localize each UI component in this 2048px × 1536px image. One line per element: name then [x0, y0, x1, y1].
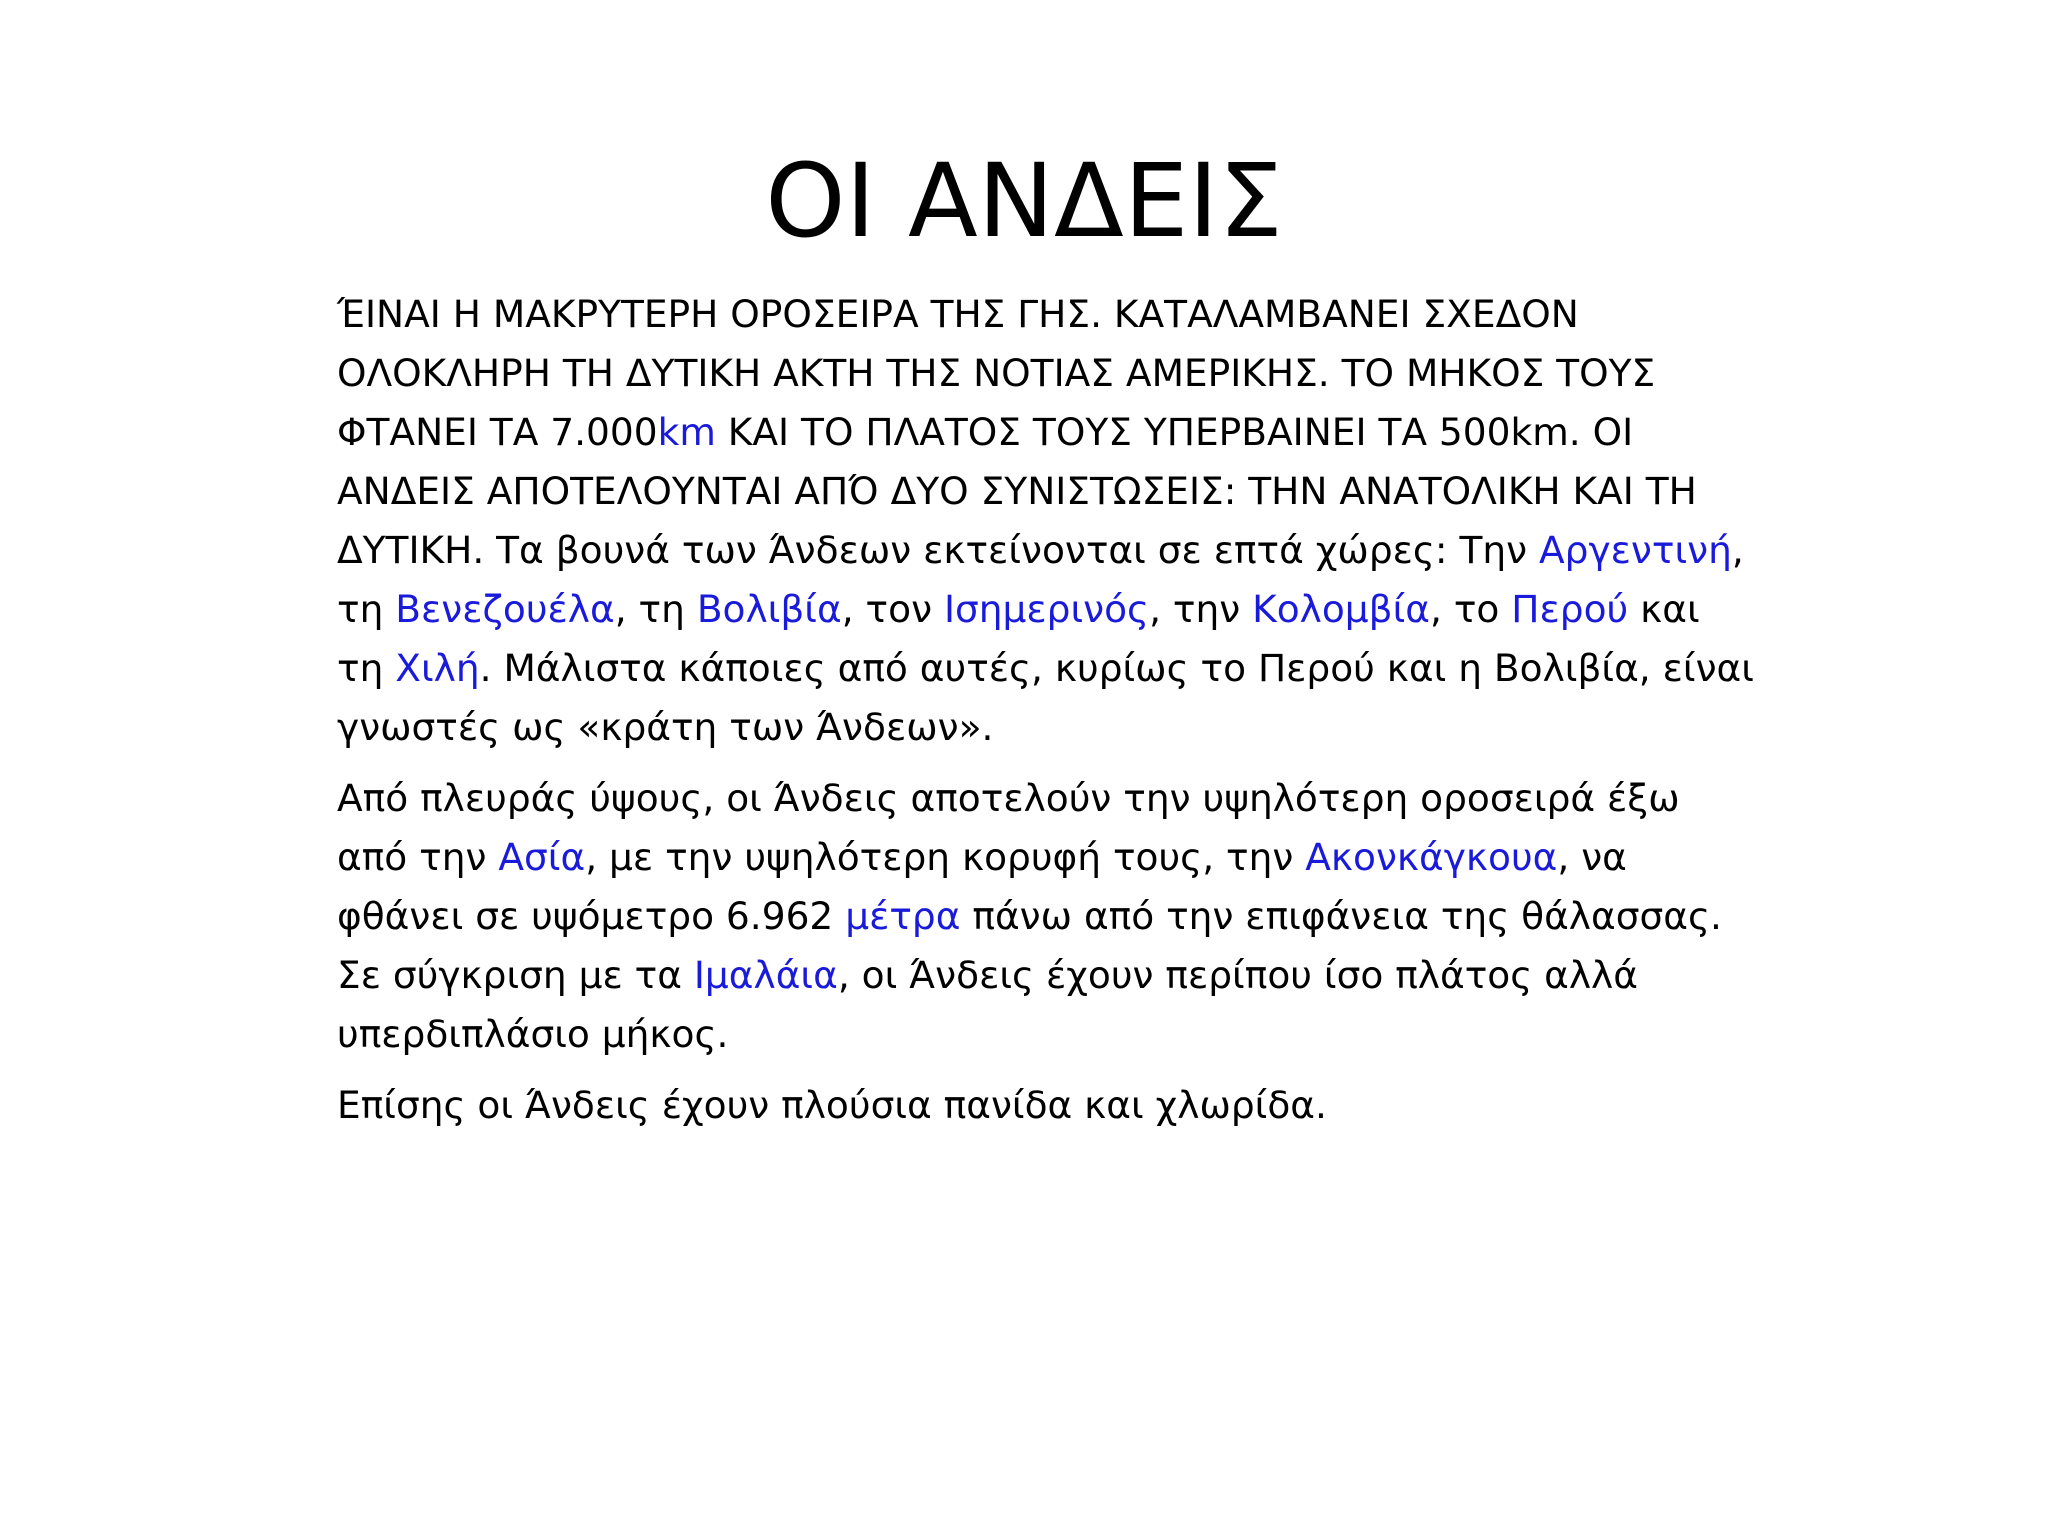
text-run: ΈΙΝΑΙ Η ΜΑΚΡΥΤΕΡΗ ΟΡΟΣΕΙΡΑ ΤΗΣ ΓΗΣ. ΚΑΤΑΛΑΜΒΑΝΕΙ ΣΧΕΔΟΝ ΟΛΟΚΛΗΡΗ ΤΗ ΔΥΤΙΚΗ ΑΚΤΗ ΤΗΣ ΝΟΤΙΑΣ ΑΜΕΡΙΚΗΣ. ΤΟ ΜΗΚΟΣ ΤΟΥΣ ΦΤΑΝΕΙ ΤΑ 7.000	[337, 292, 1656, 454]
link-venezuela[interactable]: Βενεζουέλα	[395, 587, 615, 631]
link-km[interactable]: km	[657, 410, 716, 454]
text-run: ΚΑΙ ΤΟ ΠΛΑΤΟΣ ΤΟΥΣ ΥΠΕΡΒΑΙΝΕΙ ΤΑ 500km. ΟΙ ΑΝΔΕΙΣ ΑΠΟΤΕΛΟΥΝΤΑΙ ΑΠΌ ΔΥΟ ΣΥΝΙΣΤΩΣΕΙΣ: ΤΗΝ ΑΝΑΤΟΛΙΚΗ ΚΑΙ ΤΗ ΔΥΤΙΚΗ. Τα βουνά των Άνδεων εκτείνονται σε επτά χώρες: Την	[337, 410, 1697, 572]
paragraph-fauna-flora	[337, 1076, 1757, 1135]
text-run: , με την υψηλότερη κορυφή τους, την	[585, 835, 1306, 879]
paragraph-overview	[337, 285, 1757, 757]
text-run: , οι Άνδεις έχουν περίπου ίσο πλάτος αλλά υπερδιπλάσιο μήκος.	[337, 953, 1638, 1056]
text-run: , τη	[337, 528, 1744, 631]
text-run: . Μάλιστα κάποιες από αυτές, κυρίως το Περού και η Βολιβία, είναι γνωστές ως «κράτη των Άνδεων».	[337, 646, 1754, 749]
slide-body	[337, 285, 1757, 1147]
text-run: Επίσης οι Άνδεις έχουν πλούσια πανίδα και χλωρίδα.	[337, 1083, 1327, 1127]
link-himalaya[interactable]: Ιμαλάια	[693, 953, 838, 997]
text-run: , τη	[614, 587, 697, 631]
text-run: και τη	[337, 587, 1700, 690]
link-argentina[interactable]: Αργεντινή	[1539, 528, 1732, 572]
text-run: πάνω από την επιφάνεια της θάλασσας. Σε σύγκριση με τα	[337, 894, 1722, 997]
text-run: Από πλευράς ύψους, οι Άνδεις αποτελούν την υψηλότερη οροσειρά έξω από την	[337, 776, 1680, 879]
page-title: ΟΙ ΑΝΔΕΙΣ	[765, 142, 1283, 261]
link-chile[interactable]: Χιλή	[395, 646, 480, 690]
paragraph-height	[337, 769, 1757, 1064]
text-run: , τον	[841, 587, 944, 631]
link-colombia[interactable]: Κολομβία	[1252, 587, 1431, 631]
text-run: , το	[1430, 587, 1512, 631]
link-ecuador[interactable]: Ισημερινός	[943, 587, 1150, 631]
link-peru[interactable]: Περού	[1511, 587, 1629, 631]
text-run: , να φθάνει σε υψόμετρο 6.962	[337, 835, 1627, 938]
text-run: , την	[1149, 587, 1253, 631]
link-bolivia[interactable]: Βολιβία	[696, 587, 842, 631]
link-metra[interactable]: μέτρα	[845, 894, 961, 938]
link-aconcagua[interactable]: Ακονκάγκουα	[1305, 835, 1558, 879]
link-asia[interactable]: Ασία	[498, 835, 586, 879]
